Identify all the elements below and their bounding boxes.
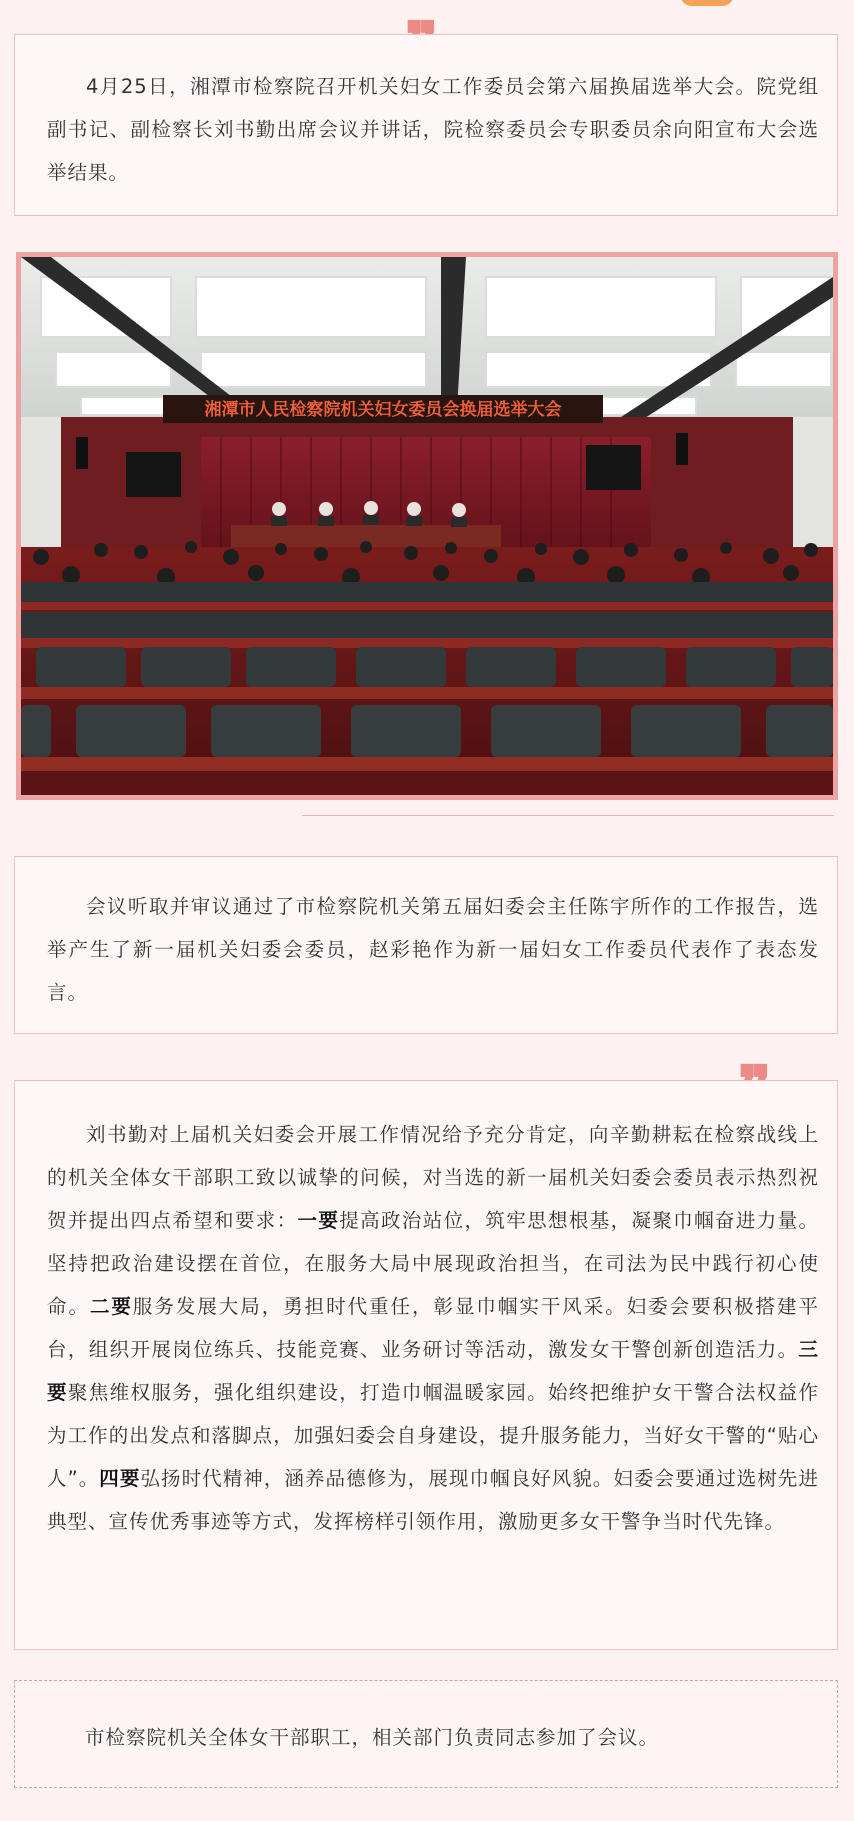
point-2-text: 服务发展大局，勇担时代重任，彰显巾帼实干风采。妇委会要积极搭建平台，组织开展岗位练兵、技能竞赛、业务研讨等活动，激发女干警创新创造活力。	[47, 1295, 819, 1361]
top-ornament	[680, 0, 734, 6]
report-paragraph: 会议听取并审议通过了市检察院机关第五届妇委会主任陈宇所作的工作报告，选举产生了新一届机关妇委会委员，赵彩艳作为新一届妇女工作委员代表作了表态发言。	[47, 895, 819, 1004]
point-1-label: 一要	[297, 1209, 340, 1232]
attendance-text: 市检察院机关全体女干部职工，相关部门负责同志参加了会议。	[85, 1726, 660, 1749]
speech-card	[14, 1080, 838, 1650]
speech-intro: 刘书勤对上届机关妇委会开展工作情况给予充分肯定，向辛勤耕耘在检察战线上的机关全体女干部职工致以诚挚的问候，对当选的新一届机关妇委会委员表示热烈祝贺并提出四点希望和要求：	[47, 1123, 819, 1232]
point-3-text: 聚焦维权服务，强化组织建设，打造巾帼温暖家园。始终把维护女干警合法权益作为工作的出发点和落脚点，加强妇委会自身建设，提升服务能力，当好女干警的“贴心人”。	[47, 1381, 819, 1490]
report-card	[14, 856, 838, 1034]
meeting-hall-image	[21, 257, 833, 795]
point-2-label: 二要	[89, 1295, 133, 1318]
meeting-photo	[16, 252, 838, 800]
intro-card	[14, 34, 838, 216]
point-3-label: 三要	[47, 1338, 819, 1404]
point-1-text: 提高政治站位，筑牢思想根基，凝聚巾帼奋进力量。坚持把政治建设摆在首位，在服务大局中展现政治担当，在司法为民中践行初心使命。	[47, 1209, 819, 1318]
point-4-text: 弘扬时代精神，涵养品德修为，展现巾帼良好风貌。妇委会要通过选树先进典型、宣传优秀事迹等方式，发挥榜样引领作用，激励更多女干警争当时代先锋。	[47, 1467, 819, 1533]
point-4-label: 四要	[99, 1467, 141, 1490]
banner-text: 湘潭市人民检察院机关妇女委员会换届选举大会	[204, 400, 562, 420]
divider-line	[302, 815, 834, 816]
intro-paragraph: 4月25日，湘潭市检察院召开机关妇女工作委员会第六届换届选举大会。院党组副书记、副检察长刘书勤出席会议并讲话，院检察委员会专职委员余向阳宣布大会选举结果。	[47, 75, 819, 184]
attendance-card	[14, 1680, 838, 1788]
speech-paragraph	[47, 1113, 819, 1543]
